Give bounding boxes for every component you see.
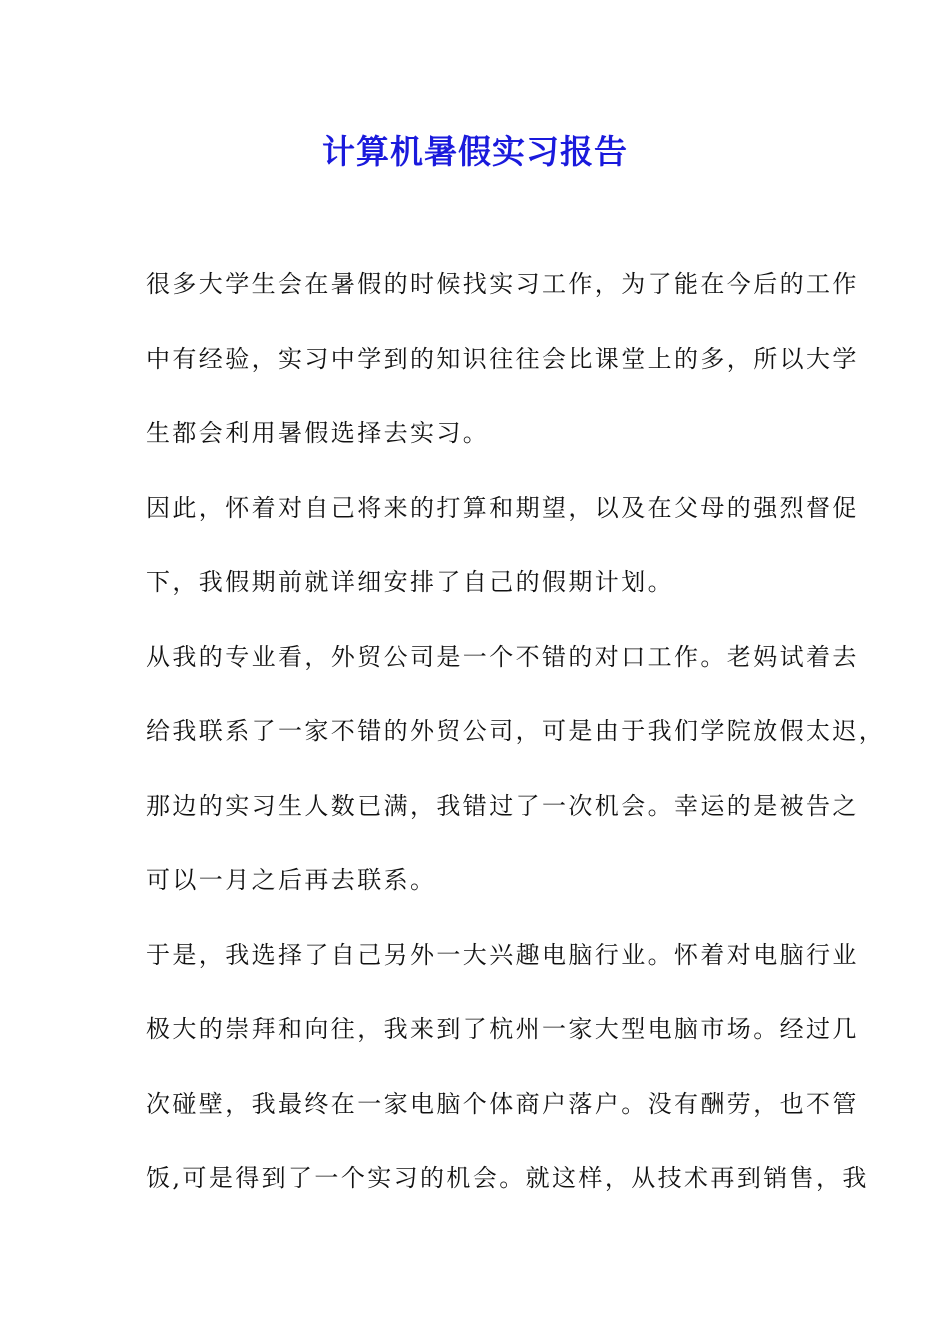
text-line: 次碰壁，我最终在一家电脑个体商户落户。没有酬劳，也不管 xyxy=(146,1089,859,1118)
text-line: 给我联系了一家不错的外贸公司，可是由于我们学院放假太迟， xyxy=(146,717,886,745)
text-line: 那边的实习生人数已满，我错过了一次机会。幸运的是被告之 xyxy=(146,791,859,820)
text-line: 极大的崇拜和向往，我来到了杭州一家大型电脑市场。经过几 xyxy=(146,1015,859,1043)
document-body xyxy=(146,262,886,1231)
text-line: 于是，我选择了自己另外一大兴趣电脑行业。怀着对电脑行业 xyxy=(146,940,859,969)
text-line: 因此，怀着对自己将来的打算和期望，以及在父母的强烈督促 xyxy=(146,493,859,522)
text-line: 很多大学生会在暑假的时候找实习工作，为了能在今后的工作 xyxy=(146,270,859,298)
text-line: 下，我假期前就详细安排了自己的假期计划。 xyxy=(146,568,674,596)
text-line: 饭,可是得到了一个实习的机会。就这样，从技术再到销售，我 xyxy=(146,1164,869,1192)
text-line: 可以一月之后再去联系。 xyxy=(146,866,437,894)
document-title: 计算机暑假实习报告 xyxy=(322,132,628,171)
text-line: 从我的专业看，外贸公司是一个不错的对口工作。老妈试着去 xyxy=(146,642,859,671)
text-line: 中有经验，实习中学到的知识往往会比课堂上的多，所以大学 xyxy=(146,344,859,373)
text-line: 生都会利用暑假选择去实习。 xyxy=(146,419,490,447)
